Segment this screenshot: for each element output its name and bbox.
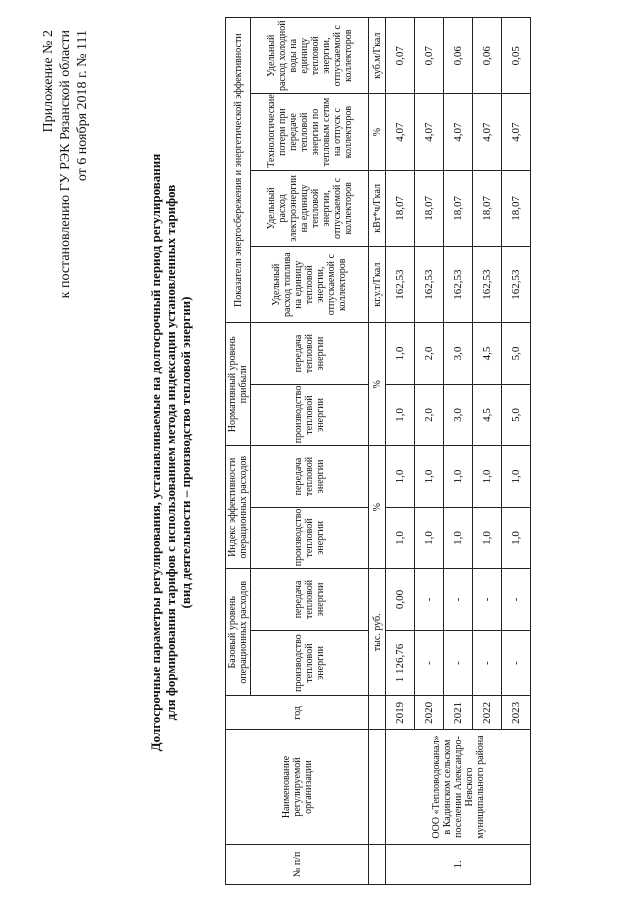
cell-year: 2022	[473, 696, 502, 730]
appendix-resolution: к постановлению ГУ РЭК Рязанской области	[58, 30, 73, 299]
subheader-electricity: Удельный расход электроэнергии на единицу тепловой энергии, отпускаемой с коллекторов	[251, 170, 369, 246]
subheader-water: Удельный расход холодной воды на единицу тепловой энергии, отпускаемой с коллекторов	[251, 18, 369, 94]
header-profit-level: Нормативный уровень прибыли	[226, 323, 251, 446]
cell-losses: 4,07	[386, 94, 415, 170]
cell-fuel: 162,53	[473, 247, 502, 323]
cell-profit-production: 4,5	[473, 384, 502, 445]
cell-index-production: 1,0	[386, 507, 415, 568]
subheader-index-production: производство тепловой энергии	[251, 507, 369, 568]
unit-index: %	[369, 446, 386, 569]
subheader-base-transfer: передача тепловой энергии	[251, 569, 369, 630]
cell-base-production: 1 126,76	[386, 630, 415, 696]
header-energy-indicators: Показатели энергосбережения и энергетической эффективности	[226, 18, 251, 323]
parameters-table	[225, 17, 531, 885]
unit-empty	[369, 844, 386, 884]
cell-losses: 4,07	[415, 94, 444, 170]
cell-water: 0,07	[415, 18, 444, 94]
cell-index-transfer: 1,0	[473, 446, 502, 507]
cell-losses: 4,07	[473, 94, 502, 170]
cell-profit-transfer: 5,0	[502, 323, 531, 384]
cell-base-transfer: -	[444, 569, 473, 630]
unit-electricity: кВт*ч/Гкал	[369, 170, 386, 246]
subheader-profit-production: производство тепловой энергии	[251, 384, 369, 445]
cell-profit-production: 1,0	[386, 384, 415, 445]
cell-electricity: 18,07	[502, 170, 531, 246]
header-year: год	[226, 696, 369, 730]
cell-fuel: 162,53	[415, 247, 444, 323]
cell-electricity: 18,07	[415, 170, 444, 246]
subheader-base-production: производство тепловой энергии	[251, 630, 369, 696]
title-line-1: Долгосрочные параметры регулирования, устанавливаемые на долгосрочный период регулирования	[148, 153, 163, 752]
subheader-index-transfer: передача тепловой энергии	[251, 446, 369, 507]
subheader-losses: Технологические потери при передаче тепловой энергии по тепловым сетям на отпуск с коллекторов	[251, 94, 369, 170]
cell-base-transfer: -	[415, 569, 444, 630]
cell-index-production: 1,0	[502, 507, 531, 568]
header-organization: Наименование регулируемой организации	[226, 730, 369, 844]
cell-year: 2023	[502, 696, 531, 730]
cell-index-transfer: 1,0	[386, 446, 415, 507]
cell-electricity: 18,07	[386, 170, 415, 246]
cell-profit-production: 2,0	[415, 384, 444, 445]
org-number: 1.	[386, 844, 531, 884]
unit-water: куб.м/Гкал	[369, 18, 386, 94]
title-line-2: для формирования тарифов с использованием метода индексации установленных тарифов	[163, 184, 178, 721]
appendix-block	[40, 30, 91, 298]
cell-electricity: 18,07	[473, 170, 502, 246]
appendix-number: Приложение № 2	[41, 30, 56, 133]
header-base-opex: Базовый уровень операционных расходов	[226, 569, 251, 696]
cell-index-production: 1,0	[444, 507, 473, 568]
unit-losses: %	[369, 94, 386, 170]
unit-empty	[369, 730, 386, 844]
cell-index-transfer: 1,0	[444, 446, 473, 507]
cell-index-production: 1,0	[415, 507, 444, 568]
cell-base-production: -	[502, 630, 531, 696]
cell-water: 0,05	[502, 18, 531, 94]
cell-fuel: 162,53	[386, 247, 415, 323]
cell-water: 0,07	[386, 18, 415, 94]
cell-losses: 4,07	[502, 94, 531, 170]
org-name: ООО «Тепловодоканал» в Кадинском сельском поселении Александро-Невского муниципального района	[386, 730, 531, 844]
cell-index-transfer: 1,0	[415, 446, 444, 507]
cell-year: 2021	[444, 696, 473, 730]
cell-losses: 4,07	[444, 94, 473, 170]
title-line-3: (вид деятельности – производство тепловой энергии)	[178, 296, 193, 609]
cell-electricity: 18,07	[444, 170, 473, 246]
header-number: № п/п	[226, 844, 369, 884]
unit-profit: %	[369, 323, 386, 446]
cell-base-production: -	[444, 630, 473, 696]
subheader-profit-transfer: передача тепловой энергии	[251, 323, 369, 384]
document-title	[148, 60, 193, 845]
header-efficiency-index: Индекс эффективности операционных расходов	[226, 446, 251, 569]
unit-base: тыс. руб.	[369, 569, 386, 696]
cell-profit-transfer: 4,5	[473, 323, 502, 384]
cell-index-transfer: 1,0	[502, 446, 531, 507]
cell-water: 0,06	[444, 18, 473, 94]
cell-year: 2020	[415, 696, 444, 730]
cell-profit-transfer: 1,0	[386, 323, 415, 384]
unit-fuel: кг.у.т/Гкал	[369, 247, 386, 323]
unit-empty	[369, 696, 386, 730]
cell-base-production: -	[415, 630, 444, 696]
subheader-fuel: Удельный расход топлива на единицу тепловой энергии, отпускаемой с коллекторов	[251, 247, 369, 323]
table-row	[386, 18, 415, 885]
cell-base-production: -	[473, 630, 502, 696]
cell-water: 0,06	[473, 18, 502, 94]
cell-base-transfer: -	[502, 569, 531, 630]
cell-year: 2019	[386, 696, 415, 730]
cell-base-transfer: -	[473, 569, 502, 630]
cell-profit-production: 3,0	[444, 384, 473, 445]
cell-base-transfer: 0,00	[386, 569, 415, 630]
cell-index-production: 1,0	[473, 507, 502, 568]
cell-profit-transfer: 2,0	[415, 323, 444, 384]
cell-fuel: 162,53	[502, 247, 531, 323]
appendix-date: от 6 ноября 2018 г. № 111	[75, 30, 90, 182]
cell-profit-transfer: 3,0	[444, 323, 473, 384]
cell-profit-production: 5,0	[502, 384, 531, 445]
cell-fuel: 162,53	[444, 247, 473, 323]
